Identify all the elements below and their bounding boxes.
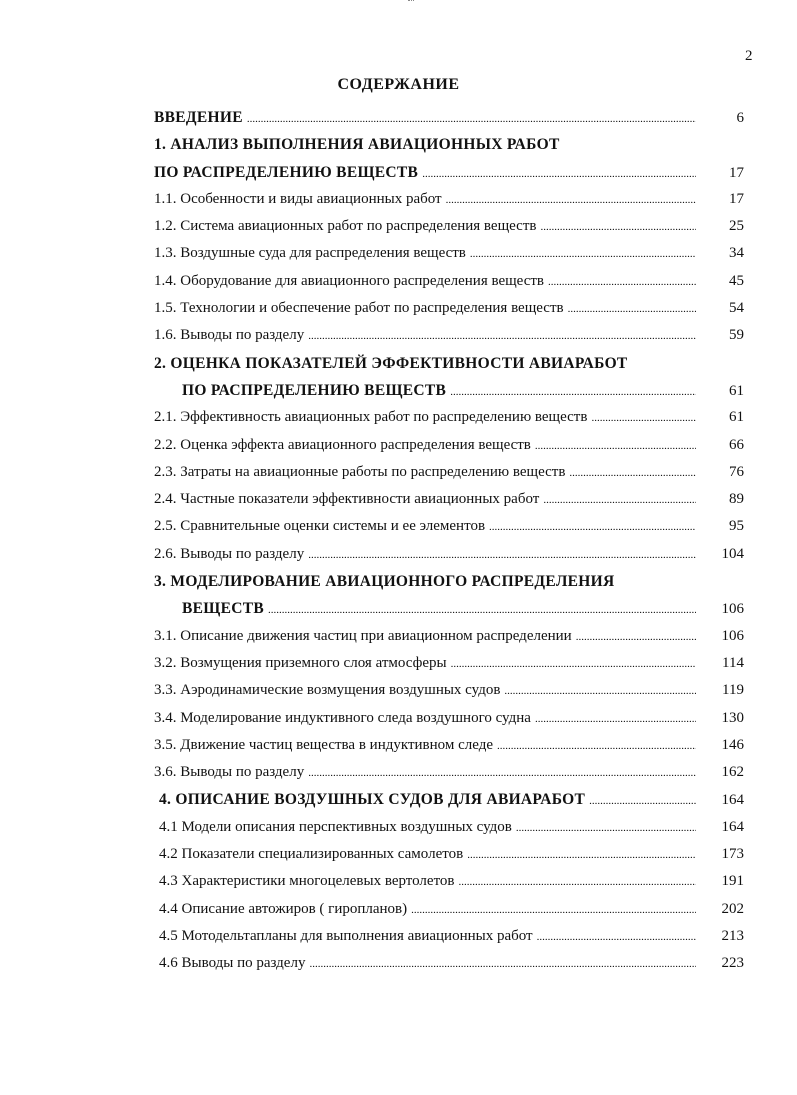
table-of-contents [154,104,744,978]
toc-dot-leader [589,788,696,815]
toc-entry-title: 3.1. Описание движения частиц при авиационном распределении [154,627,572,644]
toc-dot-leader [535,706,696,733]
toc-page-number: 66 [729,436,744,453]
toc-dot-leader [247,106,696,133]
toc-entry [154,432,744,459]
toc-dot-leader [540,214,696,241]
toc-entry [154,186,744,213]
toc-entry [154,568,744,595]
toc-entry-title: 1.4. Оборудование для авиационного распределения веществ [154,272,545,289]
toc-entry [154,213,744,240]
toc-page-number: 17 [729,164,744,181]
toc-page-number: 34 [729,245,744,262]
toc-entry-title: 3. МОДЕЛИРОВАНИЕ АВИАЦИОННОГО РАСПРЕДЕЛЕНИЯ [154,573,615,591]
toc-entry [154,814,744,841]
toc-entry-title: 2.5. Сравнительные оценки системы и ее элементов [154,518,486,535]
toc-dot-leader [537,924,696,951]
toc-page-number: 162 [721,764,744,781]
toc-dot-leader [450,379,696,406]
toc-entry-title: 4.4 Описание автожиров ( гиропланов) [159,900,408,917]
toc-dot-leader [308,760,696,787]
toc-page-number: 17 [729,190,744,207]
toc-dot-leader [535,433,696,460]
toc-entry [154,650,744,677]
toc-page-number: 191 [721,873,744,890]
toc-dot-leader [422,161,696,188]
toc-dot-leader [568,296,696,323]
toc-entry [154,896,744,923]
toc-page-number: 106 [721,627,744,644]
scan-artifact [408,0,414,2]
toc-entry [154,677,744,704]
toc-page-number: 202 [721,900,744,917]
toc-entry [154,841,744,868]
page-number: 2 [745,48,753,64]
toc-entry-title: 1.1. Особенности и виды авиационных работ [154,190,442,207]
toc-entry [154,295,744,322]
toc-entry [154,104,744,131]
toc-page-number: 106 [721,601,744,618]
toc-entry-title: 1.2. Система авиационных работ по распределения веществ [154,218,537,235]
toc-entry [154,868,744,895]
toc-entry [154,595,744,622]
toc-page-number: 130 [721,709,744,726]
toc-entry-title: ПО РАСПРЕДЕЛЕНИЮ ВЕЩЕСТВ [182,381,447,399]
toc-entry [154,705,744,732]
toc-entry-title: ВЕЩЕСТВ [182,600,265,618]
toc-entry-title: ПО РАСПРЕДЕЛЕНИЮ ВЕЩЕСТВ [154,163,419,181]
toc-entry-title: 3.4. Моделирование индуктивного следа воздушного судна [154,709,531,726]
toc-entry-title: 3.2. Возмущения приземного слоя атмосферы [154,654,447,671]
toc-page-number: 54 [729,300,744,317]
toc-page-number: 164 [721,818,744,835]
page-title: СОДЕРЖАНИЕ [337,76,460,93]
toc-entry [154,131,744,158]
toc-dot-leader [467,842,696,869]
toc-page-number: 114 [722,654,744,671]
toc-entry [154,350,744,377]
toc-entry-title: ВВЕДЕНИЕ [154,109,243,126]
toc-entry-title: 4.5 Мотодельтапланы для выполнения авиационных работ [159,927,533,944]
toc-entry [154,759,744,786]
toc-entry [154,322,744,349]
toc-entry-title: 2.3. Затраты на авиационные работы по распределению веществ [154,463,566,480]
toc-dot-leader [308,542,696,569]
toc-entry-title: 3.6. Выводы по разделу [154,764,305,781]
toc-page-number: 6 [736,110,744,126]
toc-dot-leader [451,651,696,678]
toc-entry-title: 1.5. Технологии и обеспечение работ по распределения веществ [154,300,564,317]
toc-page-number: 146 [721,736,744,753]
toc-dot-leader [516,815,696,842]
toc-entry [154,950,744,977]
toc-entry-title: 1. АНАЛИЗ ВЫПОЛНЕНИЯ АВИАЦИОННЫХ РАБОТ [154,136,560,154]
toc-dot-leader [591,405,696,432]
toc-page-number: 59 [729,327,744,344]
toc-page-number: 164 [721,792,744,809]
toc-page-number: 25 [729,218,744,235]
toc-entry-title: 2.1. Эффективность авиационных работ по распределению веществ [154,409,588,426]
toc-entry-title: 3.5. Движение частиц вещества в индуктивном следе [154,736,493,753]
toc-dot-leader [459,869,696,896]
toc-entry [154,404,744,431]
toc-dot-leader [309,951,696,978]
toc-entry [154,786,744,813]
toc-entry-title: 2.6. Выводы по разделу [154,545,305,562]
toc-entry-title: 2.4. Частные показатели эффективности авиационных работ [154,491,540,508]
toc-dot-leader [268,597,696,624]
toc-dot-leader [446,187,696,214]
toc-dot-leader [497,733,696,760]
toc-entry-title: 2.2. Оценка эффекта авиационного распределения веществ [154,436,531,453]
toc-page-number: 173 [721,846,744,863]
toc-entry [154,541,744,568]
toc-page-number: 61 [729,409,744,426]
toc-dot-leader [569,460,696,487]
toc-entry [154,459,744,486]
toc-entry [154,513,744,540]
toc-entry [154,486,744,513]
toc-page-number: 61 [729,382,744,399]
toc-page-number: 89 [729,491,744,508]
toc-page-number: 223 [721,955,744,972]
toc-dot-leader [308,323,696,350]
toc-page-number: 45 [729,272,744,289]
toc-entry-title: 3.3. Аэродинамические возмущения воздушных судов [154,682,501,699]
toc-dot-leader [411,897,696,924]
toc-dot-leader [548,269,696,296]
toc-entry [154,923,744,950]
toc-entry-title: 4.3 Характеристики многоцелевых вертолетов [159,873,455,890]
toc-page-number: 76 [729,463,744,480]
toc-entry-title: 4.6 Выводы по разделу [159,955,306,972]
toc-entry [154,732,744,759]
toc-page-number: 213 [721,927,744,944]
toc-entry-title: 1.6. Выводы по разделу [154,327,305,344]
toc-entry [154,268,744,295]
toc-entry [154,159,744,186]
toc-entry [154,377,744,404]
toc-entry [154,623,744,650]
toc-entry-title: 1.3. Воздушные суда для распределения веществ [154,245,466,262]
toc-entry-title: 4.2 Показатели специализированных самолетов [159,846,464,863]
toc-dot-leader [576,624,696,651]
toc-page-number: 119 [722,682,744,699]
toc-dot-leader [504,678,696,705]
toc-entry-title: 4.1 Модели описания перспективных воздушных судов [159,818,512,835]
toc-dot-leader [543,487,696,514]
toc-entry [154,240,744,267]
toc-page-number: 104 [721,545,744,562]
toc-page-number: 95 [729,518,744,535]
toc-entry-title: 4. ОПИСАНИЕ ВОЗДУШНЫХ СУДОВ ДЛЯ АВИАРАБОТ [159,791,586,809]
toc-dot-leader [470,241,696,268]
toc-dot-leader [489,514,696,541]
toc-entry-title: 2. ОЦЕНКА ПОКАЗАТЕЛЕЙ ЭФФЕКТИВНОСТИ АВИАРАБОТ [154,354,628,372]
